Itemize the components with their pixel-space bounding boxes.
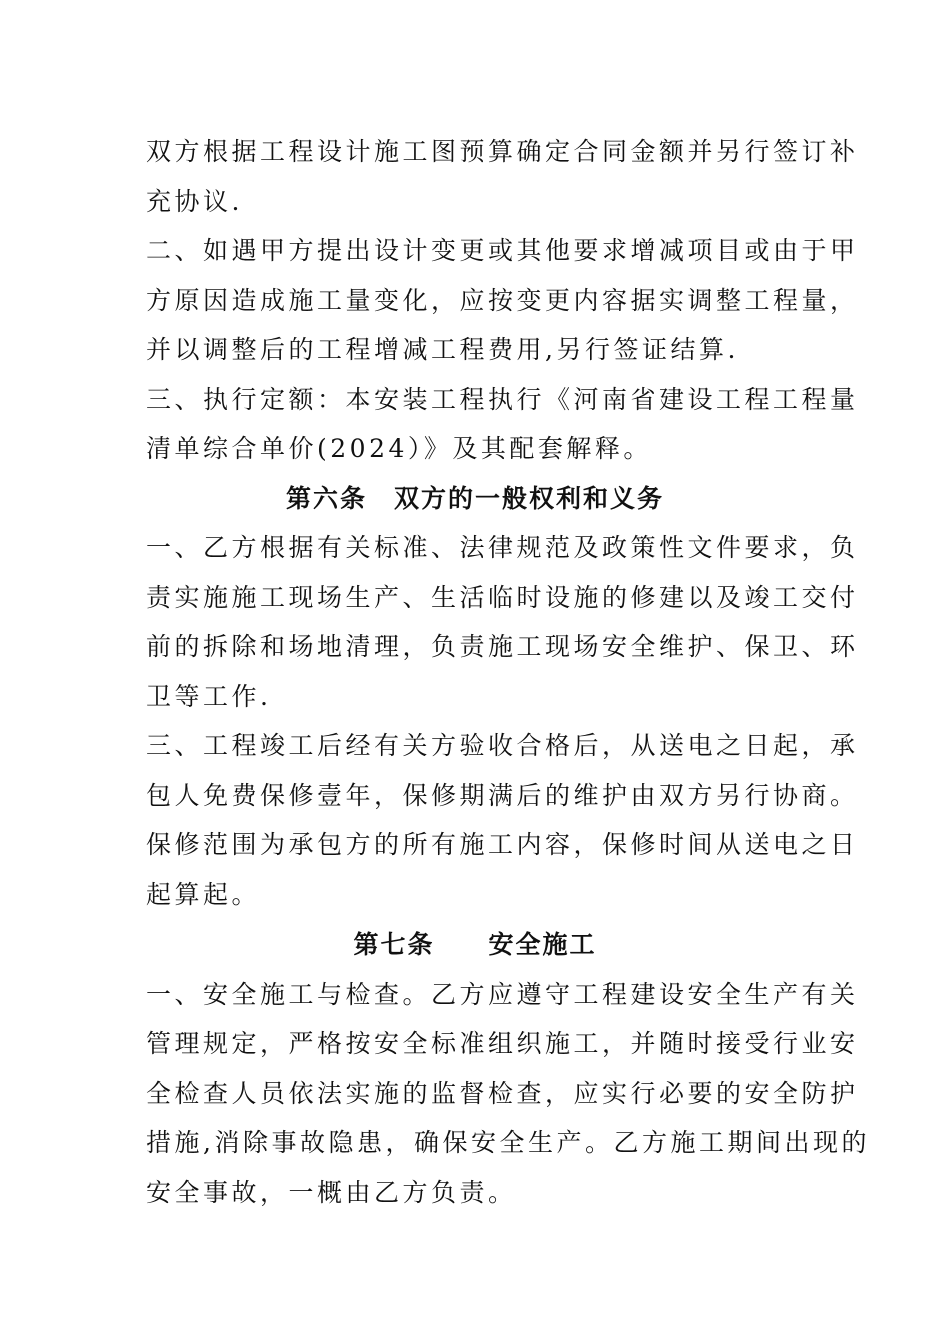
section-heading-article-7: 第七条 安全施工	[353, 930, 597, 959]
paragraph-line: 二、如遇甲方提出设计变更或其他要求增减项目或由于甲	[146, 236, 859, 265]
paragraph-line: 三、工程竣工后经有关方验收合格后，从送电之日起，承	[146, 731, 859, 760]
paragraph-line: 管理规定，严格按安全标准组织施工，并随时接受行业安	[146, 1029, 859, 1058]
paragraph-line: 充协议.	[146, 187, 243, 216]
paragraph-line: 责实施施工现场生产、生活临时设施的修建以及竣工交付	[146, 583, 859, 612]
paragraph-line: 一、乙方根据有关标准、法律规范及政策性文件要求，负	[146, 533, 859, 562]
section-heading-article-6: 第六条 双方的一般权利和义务	[285, 484, 664, 513]
paragraph-line: 方原因造成施工量变化，应按变更内容据实调整工程量，	[146, 286, 859, 315]
paragraph-line: 包人免费保修壹年，保修期满后的维护由双方另行协商。	[146, 781, 859, 810]
paragraph-line: 清单综合单价(2024）》及其配套解释。	[146, 434, 652, 463]
paragraph-line: 措施,消除事故隐患，确保安全生产。乙方施工期间出现的	[146, 1128, 870, 1157]
paragraph-line: 保修范围为承包方的所有施工内容，保修时间从送电之日	[146, 830, 859, 859]
paragraph-line: 起算起。	[146, 880, 261, 909]
paragraph-line: 前的拆除和场地清理，负责施工现场安全维护、保卫、环	[146, 632, 859, 661]
paragraph-line: 并以调整后的工程增减工程费用,另行签证结算.	[146, 335, 739, 364]
paragraph-line: 一、安全施工与检查。乙方应遵守工程建设安全生产有关	[146, 980, 859, 1009]
paragraph-line: 安全事故，一概由乙方负责。	[146, 1178, 517, 1207]
paragraph-line: 全检查人员依法实施的监督检查，应实行必要的安全防护	[146, 1079, 859, 1108]
paragraph-line: 三、执行定额：本安装工程执行《河南省建设工程工程量	[146, 385, 859, 414]
paragraph-line: 卫等工作.	[146, 682, 272, 711]
paragraph-line: 双方根据工程设计施工图预算确定合同金额并另行签订补	[146, 137, 859, 166]
